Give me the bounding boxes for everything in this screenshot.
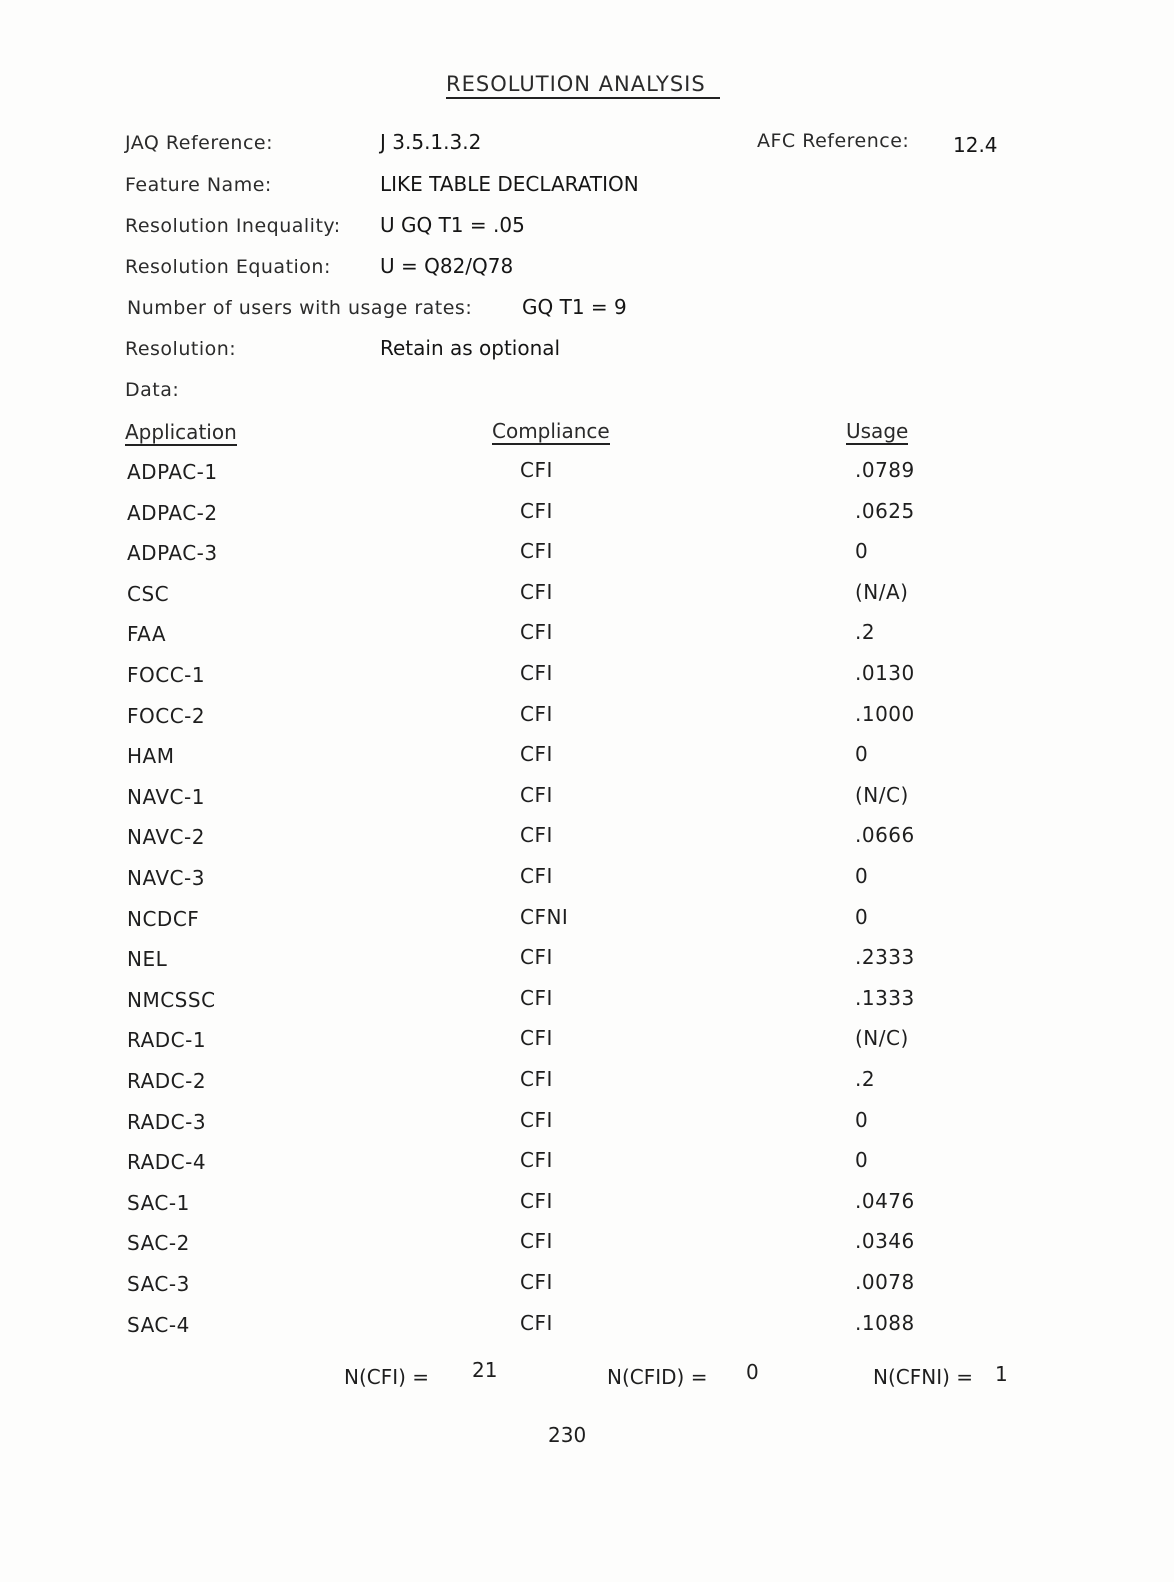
compliance-cell: CFI (520, 1108, 553, 1132)
feature-name-label: Feature Name: (125, 174, 272, 196)
application-cell: ADPAC-2 (127, 501, 218, 525)
usage-header: Usage (846, 419, 909, 443)
application-cell: ADPAC-1 (127, 460, 218, 484)
compliance-cell: CFI (520, 864, 553, 888)
usage-cell: .1333 (855, 986, 915, 1010)
application-cell: ADPAC-3 (127, 541, 218, 565)
total-cfid-value: 0 (746, 1360, 759, 1384)
users-usage-value: GQ T1 = 9 (522, 295, 627, 319)
application-cell: HAM (127, 744, 175, 768)
application-cell: NMCSSC (127, 988, 216, 1012)
usage-cell: 0 (855, 1148, 869, 1172)
compliance-cell: CFI (520, 986, 553, 1010)
users-usage-label: Number of users with usage rates: (127, 297, 473, 319)
resolution-inequality-value: U GQ T1 = .05 (380, 213, 525, 237)
compliance-cell: CFI (520, 945, 553, 969)
usage-cell: (N/A) (855, 580, 909, 604)
total-cfi-label: N(CFI) = (344, 1365, 430, 1389)
compliance-cell: CFI (520, 580, 553, 604)
jaq-reference-value: J 3.5.1.3.2 (380, 130, 482, 154)
application-cell: NAVC-1 (127, 785, 205, 809)
compliance-cell: CFI (520, 499, 553, 523)
usage-cell: .0130 (855, 661, 915, 685)
application-cell: RADC-1 (127, 1028, 207, 1052)
application-cell: SAC-1 (127, 1191, 190, 1215)
compliance-cell: CFI (520, 1189, 553, 1213)
compliance-cell: CFI (520, 620, 553, 644)
usage-cell: .1088 (855, 1311, 915, 1335)
usage-cell: .0666 (855, 823, 915, 847)
application-cell: FOCC-1 (127, 663, 206, 687)
feature-name-value: LIKE TABLE DECLARATION (380, 172, 639, 196)
compliance-cell: CFI (520, 661, 553, 685)
compliance-cell: CFI (520, 1270, 553, 1294)
usage-cell: 0 (855, 905, 869, 929)
usage-cell: (N/C) (855, 783, 909, 807)
usage-cell: .2 (855, 1067, 876, 1091)
usage-cell: .0625 (855, 499, 915, 523)
total-cfni-value: 1 (995, 1362, 1008, 1386)
compliance-cell: CFI (520, 823, 553, 847)
resolution-label: Resolution: (125, 338, 237, 360)
data-label: Data: (125, 379, 180, 401)
usage-cell: .2333 (855, 945, 915, 969)
resolution-inequality-label: Resolution Inequality: (125, 215, 341, 237)
resolution-value: Retain as optional (380, 336, 561, 360)
compliance-cell: CFI (520, 1026, 553, 1050)
usage-cell: .2 (855, 620, 876, 644)
usage-cell: 0 (855, 864, 869, 888)
page-title: RESOLUTION ANALYSIS (446, 72, 720, 99)
application-cell: NEL (127, 947, 168, 971)
usage-cell: (N/C) (855, 1026, 909, 1050)
compliance-cell: CFI (520, 1067, 553, 1091)
resolution-equation-label: Resolution Equation: (125, 256, 331, 278)
compliance-cell: CFI (520, 1311, 553, 1335)
compliance-cell: CFI (520, 1229, 553, 1253)
application-cell: NAVC-3 (127, 866, 205, 890)
application-cell: RADC-3 (127, 1110, 207, 1134)
compliance-cell: CFI (520, 783, 553, 807)
compliance-cell: CFI (520, 702, 553, 726)
application-cell: RADC-2 (127, 1069, 207, 1093)
resolution-equation-value: U = Q82/Q78 (380, 254, 514, 278)
compliance-cell: CFNI (520, 905, 569, 929)
application-cell: FAA (127, 622, 167, 646)
total-cfid-label: N(CFID) = (607, 1365, 708, 1389)
total-cfi-value: 21 (472, 1358, 498, 1382)
usage-cell: .0078 (855, 1270, 915, 1294)
page-number: 230 (548, 1423, 587, 1447)
usage-cell: .0346 (855, 1229, 915, 1253)
compliance-cell: CFI (520, 539, 553, 563)
afc-reference-value: 12.4 (953, 133, 998, 157)
jaq-reference-label: JAQ Reference: (125, 132, 274, 154)
compliance-cell: CFI (520, 458, 553, 482)
usage-cell: .0789 (855, 458, 915, 482)
usage-cell: .0476 (855, 1189, 915, 1213)
application-header: Application (125, 420, 237, 444)
total-cfni-label: N(CFNI) = (873, 1365, 974, 1389)
usage-cell: 0 (855, 1108, 869, 1132)
compliance-header: Compliance (492, 419, 610, 443)
usage-cell: 0 (855, 539, 869, 563)
application-cell: NAVC-2 (127, 825, 205, 849)
compliance-cell: CFI (520, 1148, 553, 1172)
application-cell: SAC-3 (127, 1272, 190, 1296)
application-cell: CSC (127, 582, 170, 606)
application-cell: NCDCF (127, 907, 200, 931)
usage-cell: 0 (855, 742, 869, 766)
afc-reference-label: AFC Reference: (757, 130, 910, 152)
application-cell: FOCC-2 (127, 704, 206, 728)
compliance-cell: CFI (520, 742, 553, 766)
application-cell: SAC-4 (127, 1313, 190, 1337)
usage-cell: .1000 (855, 702, 915, 726)
application-cell: SAC-2 (127, 1231, 190, 1255)
application-cell: RADC-4 (127, 1150, 207, 1174)
